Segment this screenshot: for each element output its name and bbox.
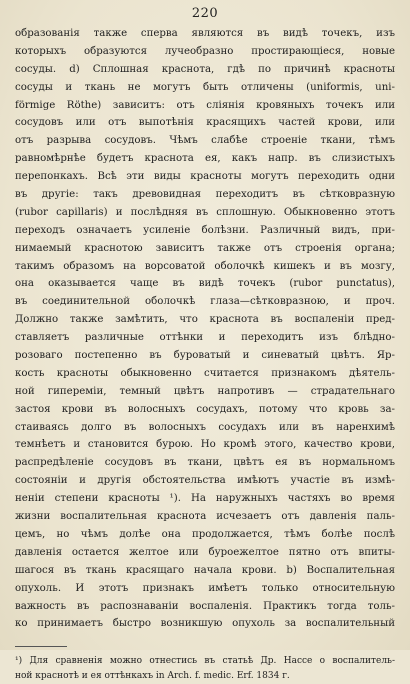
text-line: давленія остается желтое или буроежелтое пятно отъ впиты- [15,546,395,558]
text-line: состояніи и другія обстоятельства имѣютъ участіе въ измѣ- [15,475,395,487]
text-line: она оказывается чаще въ видѣ точекъ (rubor punctatus), [15,278,395,290]
text-line: въ другіе: такъ древовидная переходитъ въ сѣтковразную [15,189,395,201]
footnote-divider [15,646,67,647]
text-line: сосуды. d) Сплошная краснота, гдѣ по причинѣ красноты [15,63,395,75]
text-line: отъ разрыва сосудовъ. Чѣмъ слабѣе строеніе ткани, тѣмъ [15,135,395,147]
body-text [15,25,395,633]
text-line: которыхъ образуются лучеобразно простирающіеся, новые [15,45,395,57]
text-line: ставляетъ различные оттѣнки и переходитъ изъ блѣдно- [15,332,395,344]
footnote [15,654,395,684]
text-line: неніи степени красноты ¹). На наружныхъ частяхъ во время [15,493,395,505]
text-line: застоя крови въ волосныхъ сосудахъ, потому что кровь за- [15,403,395,415]
text-line: опухоль. И этотъ признакъ имѣетъ только относительную [15,582,395,594]
text-line: жизни воспалительная краснота исчезаетъ отъ давленія паль- [15,511,395,523]
text-line: Должно также замѣтить, что краснота въ воспаленіи пред- [15,314,395,326]
text-line: распредѣленіе сосудовъ въ ткани, цвѣтъ ея въ нормальномъ [15,457,395,469]
text-line: шагося въ ткань красящаго начала крови. b) Воспалительная [15,564,395,576]
text-line: перепонкахъ. Всѣ эти виды красноты могутъ переходить одни [15,171,395,183]
text-line: такимъ образомъ на ворсоватой оболочкѣ кишекъ и въ мозгу, [15,260,395,272]
text-line: въ соединительной оболочкѣ глаза—сѣтковразною, и проч. [15,296,395,308]
text-line: цемъ, но чѣмъ долѣе она продолжается, тѣмъ болѣе послѣ [15,528,395,540]
text-line: темнѣетъ и становится бурою. Но кромѣ этого, качество крови, [15,439,395,451]
text-line: розоваго постепенно въ буроватый и синеватый цвѣтъ. Яр- [15,350,395,362]
text-line: нимаемый краснотою зависитъ также отъ строенія органа; [15,242,395,254]
text-line: кость красноты обыкновенно считается признакомъ дѣятель- [15,367,395,379]
text-line: образованія также сперва являются въ видѣ точекъ, изъ [15,28,395,39]
text-line: förmige Röthe) зависитъ: отъ сліянія кровяныхъ точекъ или [15,99,395,111]
text-line: сосудовъ или отъ выпотѣнія красящихъ частей крови, или [15,117,395,129]
footnote-line: ной краснотѣ и ея оттѣнкахъ in Arch. f. medic. Erf. 1834 г. [15,671,290,682]
footnote-line: ¹) Для сравненія можно отнестись въ статьѣ Др. Нассе о воспалитель- [15,656,395,667]
text-line: стаиваясь долго въ волосныхъ сосудахъ или въ наренхимѣ [15,421,395,433]
text-line: переходъ означаетъ усиленіе болѣзни. Различный видъ, при- [15,224,395,236]
text-line: ко принимаетъ быстро возникшую опухоль за воспалительный [15,618,395,630]
text-line: сосуды и ткань не могутъ быть отличены (uniformis, uni- [15,81,395,93]
text-line: (rubor capillaris) и послѣдняя въ сплошную. Обыкновенно этотъ [15,206,395,218]
text-line: равномѣрнѣе будетъ краснота ея, какъ напр. въ слизистыхъ [15,153,395,165]
text-line: ной гипереміи, темный цвѣтъ напротивъ — страдательнаго [15,385,395,397]
page-number: 220 [191,6,219,21]
text-line: важность въ распознаваніи воспаленія. Практикъ тогда толь- [15,600,395,612]
